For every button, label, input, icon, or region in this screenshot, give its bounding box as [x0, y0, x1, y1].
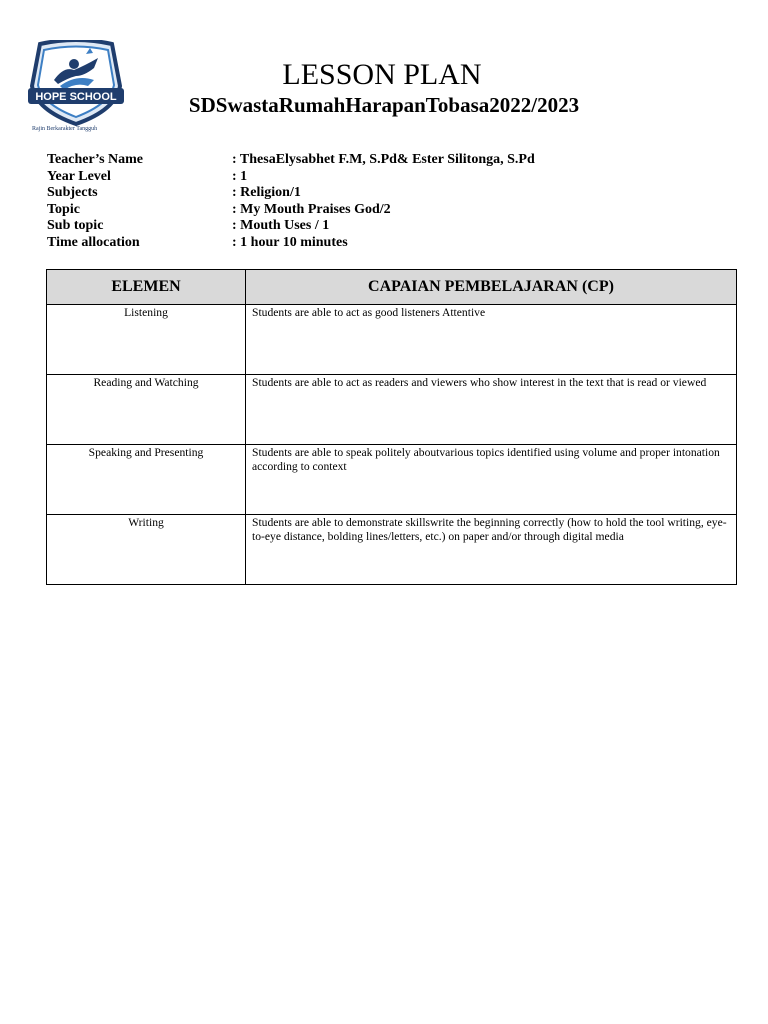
elemen-cell: Reading and Watching [47, 375, 246, 445]
header-cp: CAPAIAN PEMBELAJARAN (CP) [246, 270, 737, 305]
elemen-cell: Writing [47, 515, 246, 585]
page-title: LESSON PLAN [282, 58, 482, 91]
page-subtitle: SDSwastaRumahHarapanTobasa2022/2023 [188, 93, 580, 117]
logo-text: HOPE SCHOOL [35, 91, 117, 103]
header-elemen: ELEMEN [47, 270, 246, 305]
info-label: Year Level [47, 168, 111, 184]
elemen-cell: Listening [47, 305, 246, 375]
info-value: : Religion/1 [232, 185, 301, 201]
info-label: Topic [47, 201, 80, 217]
cp-cell: Students are able to act as readers and viewers who show interest in the text that is read or viewed [246, 375, 737, 445]
info-label: Time allocation [47, 234, 140, 250]
info-value: : 1 [232, 168, 248, 184]
table-row [47, 375, 737, 445]
table-row [47, 305, 737, 375]
info-row [47, 235, 535, 252]
info-row [47, 202, 535, 219]
lesson-info [47, 152, 535, 252]
info-label: Subjects [47, 185, 98, 201]
info-value: : 1 hour 10 minutes [232, 234, 348, 250]
info-row [47, 152, 535, 169]
cp-table [46, 269, 737, 585]
table-row [47, 515, 737, 585]
logo-tagline: Rajin Berkarakter Tangguh [32, 126, 98, 132]
cp-cell: Students are able to speak politely aboutvarious topics identified using volume and proper intonation according to context [246, 445, 737, 515]
info-row [47, 185, 535, 202]
info-value: : My Mouth Praises God/2 [232, 201, 391, 217]
info-row [47, 218, 535, 235]
table-header-row [47, 270, 737, 305]
info-label: Teacher’s Name [47, 152, 144, 167]
table-row [47, 445, 737, 515]
elemen-cell: Speaking and Presenting [47, 445, 246, 515]
info-value: : ThesaElysabhet F.M, S.Pd& Ester Silitonga, S.Pd [232, 152, 535, 167]
info-value: : Mouth Uses / 1 [232, 218, 330, 234]
info-row [47, 169, 535, 186]
cp-cell: Students are able to act as good listeners Attentive [246, 305, 737, 375]
info-label: Sub topic [47, 218, 104, 234]
cp-cell: Students are able to demonstrate skillswrite the beginning correctly (how to hold the tool writing, eye-to-eye distance, bolding lines/letters, etc.) on paper and/or through digital media [246, 515, 737, 585]
